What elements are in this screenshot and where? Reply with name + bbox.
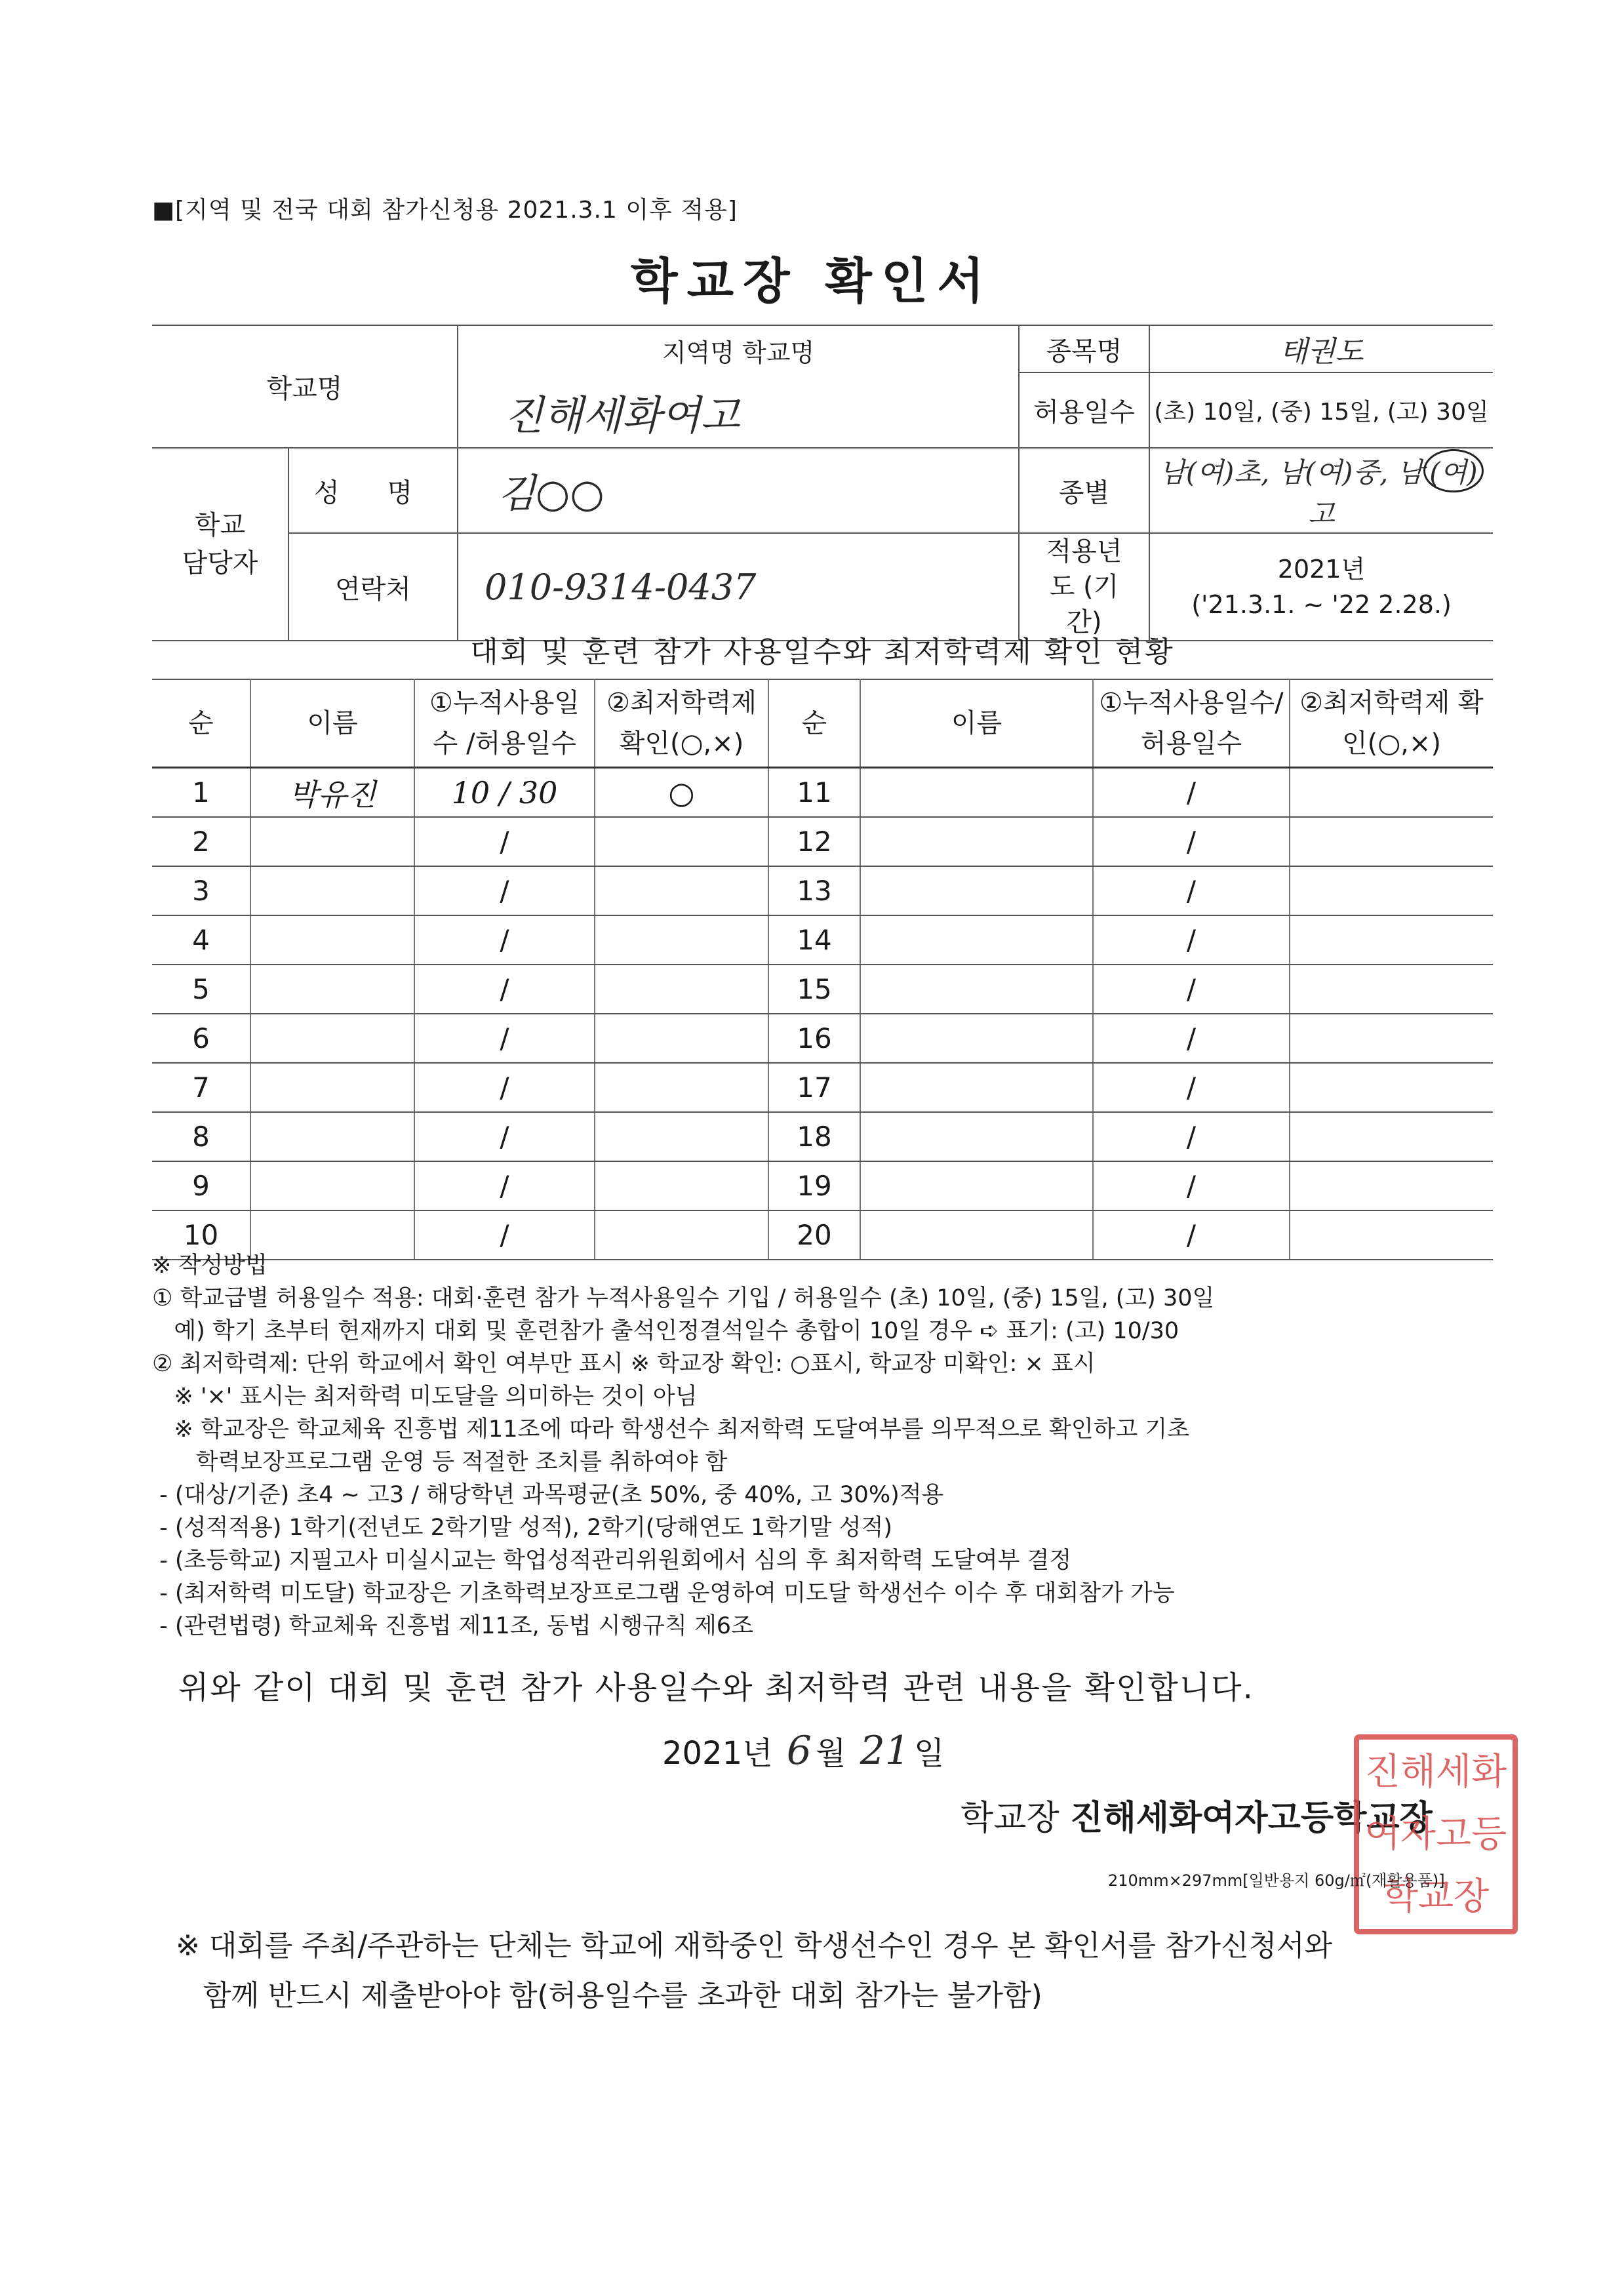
table-row (152, 817, 1493, 866)
row-no: 6 (152, 1014, 250, 1063)
row-no-2: 18 (768, 1112, 860, 1161)
row-name (250, 1112, 414, 1161)
instruction-line: - (초등학교) 지필고사 미실시교는 학업성적관리위원회에서 심의 후 최저학력 도달여부 결정 (152, 1547, 1072, 1574)
gender-cell (1149, 448, 1493, 533)
row-check-2 (1290, 768, 1493, 818)
seal-line-1: 진해세화 (1364, 1751, 1507, 1793)
row-check (595, 1161, 768, 1210)
row-days: / (414, 1014, 595, 1063)
row-no: 5 (152, 965, 250, 1014)
date-day: 21 (860, 1728, 910, 1774)
row-check-2 (1290, 866, 1493, 915)
row-days: / (414, 1161, 595, 1210)
row-no: 4 (152, 915, 250, 965)
date-line (662, 1728, 944, 1774)
row-check-2 (1290, 965, 1493, 1014)
row-name-2 (860, 965, 1093, 1014)
school-label: 학교명 (152, 325, 458, 448)
row-no-2: 14 (768, 915, 860, 965)
instruction-line: ※ 작성방법 (152, 1252, 267, 1279)
row-no: 7 (152, 1063, 250, 1112)
row-days: / (414, 866, 595, 915)
table-row (152, 965, 1493, 1014)
row-check (595, 817, 768, 866)
row-check (595, 866, 768, 915)
row-days-2: / (1093, 1063, 1290, 1112)
row-name (250, 817, 414, 866)
row-name-2 (860, 1014, 1093, 1063)
row-check (595, 1063, 768, 1112)
row-check (595, 1112, 768, 1161)
gender-value-1: 남(여)초, 남(여)중, 남 (1159, 456, 1424, 489)
row-no: 3 (152, 866, 250, 915)
row-days-2: / (1093, 915, 1290, 965)
header-no: 순 (152, 679, 250, 768)
row-days: / (414, 1112, 595, 1161)
row-days-2: / (1093, 817, 1290, 866)
header-no-2: 순 (768, 679, 860, 768)
row-check-2 (1290, 1063, 1493, 1112)
row-name-2 (860, 768, 1093, 818)
gender-value-2: 고 (1308, 498, 1335, 530)
gender-circled: (여) (1423, 449, 1483, 492)
row-no-2: 11 (768, 768, 860, 818)
contact-label: 연락처 (288, 533, 458, 641)
row-no: 8 (152, 1112, 250, 1161)
date-month: 6 (786, 1728, 812, 1774)
instruction-line: 예) 학기 초부터 현재까지 대회 및 훈련참가 출석인정결석일수 총합이 10일 경우 ➪ 표기: (고) 10/30 (152, 1318, 1179, 1344)
table-row (152, 1014, 1493, 1063)
instruction-line: - (성적적용) 1학기(전년도 2학기말 성적), 2학기(당해연도 1학기말 성적) (152, 1515, 893, 1541)
row-name-2 (860, 915, 1093, 965)
gender-label: 종별 (1019, 448, 1149, 533)
row-no-2: 16 (768, 1014, 860, 1063)
final-note (176, 1921, 1332, 2021)
row-no-2: 19 (768, 1161, 860, 1210)
manager-label: 학교 담당자 (152, 448, 288, 641)
row-days-2: / (1093, 1161, 1290, 1210)
roster-title: 대회 및 훈련 참가 사용일수와 최저학력제 확인 현황 (470, 635, 1175, 669)
row-days: 10 / 30 (414, 768, 595, 818)
principal-name: 진해세화여자고등학교장 (1070, 1798, 1433, 1838)
row-days: / (414, 817, 595, 866)
row-days-2: / (1093, 1210, 1290, 1260)
instruction-line: 학력보장프로그램 운영 등 적절한 조치를 취하여야 함 (152, 1449, 728, 1475)
row-days: / (414, 1210, 595, 1260)
year-cell (1149, 533, 1493, 641)
instruction-line: - (관련법령) 학교체육 진흥법 제11조, 동법 시행규칙 제6조 (152, 1613, 753, 1639)
row-no-2: 17 (768, 1063, 860, 1112)
row-name (250, 866, 414, 915)
date-month-label: 월 (815, 1735, 846, 1772)
instruction-line: ① 학교급별 허용일수 적용: 대회·훈련 참가 누적사용일수 기입 / 허용일수 (초) 10일, (중) 15일, (고) 30일 (152, 1285, 1215, 1311)
contact-value: 010-9314-0437 (458, 533, 1019, 641)
school-value: 진해세화여고 (504, 391, 740, 439)
row-check-2 (1290, 817, 1493, 866)
official-seal (1354, 1734, 1518, 1934)
instruction-line: ② 최저학력제: 단위 학교에서 확인 여부만 표시 ※ 학교장 확인: ○표시, 학교장 미확인: × 표시 (152, 1351, 1096, 1377)
row-days: / (414, 965, 595, 1014)
row-days-2: / (1093, 768, 1290, 818)
document-title: 학교장 확인서 (631, 253, 993, 309)
instruction-line: - (대상/기준) 초4 ~ 고3 / 해당학년 과목평균(초 50%, 중 40%, 고 30%)적용 (152, 1482, 944, 1508)
header-note: ■[지역 및 전국 대회 참가신청용 2021.3.1 이후 적용] (152, 197, 738, 224)
row-no-2: 13 (768, 866, 860, 915)
row-check-2 (1290, 915, 1493, 965)
table-row (152, 1161, 1493, 1210)
table-row (152, 1112, 1493, 1161)
sport-label: 종목명 (1019, 325, 1149, 372)
allowed-days-value: (초) 10일, (중) 15일, (고) 30일 (1149, 372, 1493, 448)
instruction-line: - (최저학력 미도달) 학교장은 기초학력보장프로그램 운영하여 미도달 학생선수 이수 후 대회참가 가능 (152, 1580, 1175, 1606)
row-check (595, 965, 768, 1014)
name-label: 성 명 (288, 448, 458, 533)
header-name-2: 이름 (860, 679, 1093, 768)
row-days: / (414, 915, 595, 965)
row-name (250, 1063, 414, 1112)
row-no-2: 15 (768, 965, 860, 1014)
seal-line-3: 학교장 (1382, 1875, 1490, 1918)
year-period: ('21.3.1. ~ '22 2.28.) (1191, 590, 1452, 619)
header-name: 이름 (250, 679, 414, 768)
row-no-2: 12 (768, 817, 860, 866)
row-check (595, 915, 768, 965)
row-name-2 (860, 1112, 1093, 1161)
header-check: ②최저학력제 확인(○,×) (595, 679, 768, 768)
row-name-2 (860, 866, 1093, 915)
principal-label: 학교장 (961, 1799, 1060, 1838)
row-no-2: 20 (768, 1210, 860, 1260)
date-day-label: 일 (913, 1735, 945, 1772)
row-name (250, 965, 414, 1014)
year-label: 적용년도 (기간) (1019, 533, 1149, 641)
row-days-2: / (1093, 866, 1290, 915)
year-value: 2021년 (1277, 555, 1366, 584)
table-row (152, 1063, 1493, 1112)
date-year: 2021년 (662, 1735, 773, 1772)
roster-body (152, 768, 1493, 1260)
row-no: 1 (152, 768, 250, 818)
row-name (250, 1161, 414, 1210)
info-table (152, 325, 1493, 641)
row-check: ○ (595, 768, 768, 818)
row-no: 2 (152, 817, 250, 866)
table-row (152, 915, 1493, 965)
final-note-line-1: ※ 대회를 주최/주관하는 단체는 학교에 재학중인 학생선수인 경우 본 확인서를 참가신청서와 (176, 1929, 1333, 1963)
roster-table (152, 679, 1493, 1260)
row-no: 10 (152, 1210, 250, 1260)
name-value: 김○○ (458, 448, 1019, 533)
row-check-2 (1290, 1161, 1493, 1210)
row-days-2: / (1093, 965, 1290, 1014)
row-name-2 (860, 817, 1093, 866)
final-note-line-2: 함께 반드시 제출받아야 함(허용일수를 초과한 대회 참가는 불가함) (176, 1979, 1042, 2012)
instruction-line: ※ '×' 표시는 최저학력 미도달을 의미하는 것이 아님 (152, 1384, 698, 1410)
row-name-2 (860, 1063, 1093, 1112)
writing-instructions (152, 1249, 1503, 1643)
allowed-days-label: 허용일수 (1019, 372, 1149, 448)
school-cell (458, 325, 1019, 448)
row-name (250, 1014, 414, 1063)
instruction-line: ※ 학교장은 학교체육 진흥법 제11조에 따라 학생선수 최저학력 도달여부를 의무적으로 확인하고 기초 (152, 1416, 1190, 1443)
row-name-2 (860, 1161, 1093, 1210)
row-check-2 (1290, 1014, 1493, 1063)
paper-spec: 210mm×297mm[일반용지 60g/㎡(재활용품)] (1108, 1871, 1445, 1890)
confirm-text: 위와 같이 대회 및 훈련 참가 사용일수와 최저학력 관련 내용을 확인합니다. (178, 1669, 1254, 1706)
row-name (250, 915, 414, 965)
school-hint: 지역명 학교명 (662, 338, 815, 367)
row-days-2: / (1093, 1112, 1290, 1161)
table-row (152, 866, 1493, 915)
header-days-2: ①누적사용일수/ 허용일수 (1093, 679, 1290, 768)
table-row (152, 768, 1493, 818)
row-check-2 (1290, 1112, 1493, 1161)
row-days-2: / (1093, 1014, 1290, 1063)
row-name: 박유진 (250, 768, 414, 818)
header-days: ①누적사용일수 /허용일수 (414, 679, 595, 768)
seal-line-2: 여자고등 (1364, 1813, 1507, 1856)
row-check (595, 1014, 768, 1063)
header-check-2: ②최저학력제 확인(○,×) (1290, 679, 1493, 768)
row-days: / (414, 1063, 595, 1112)
sport-value: 태권도 (1149, 325, 1493, 372)
row-no: 9 (152, 1161, 250, 1210)
